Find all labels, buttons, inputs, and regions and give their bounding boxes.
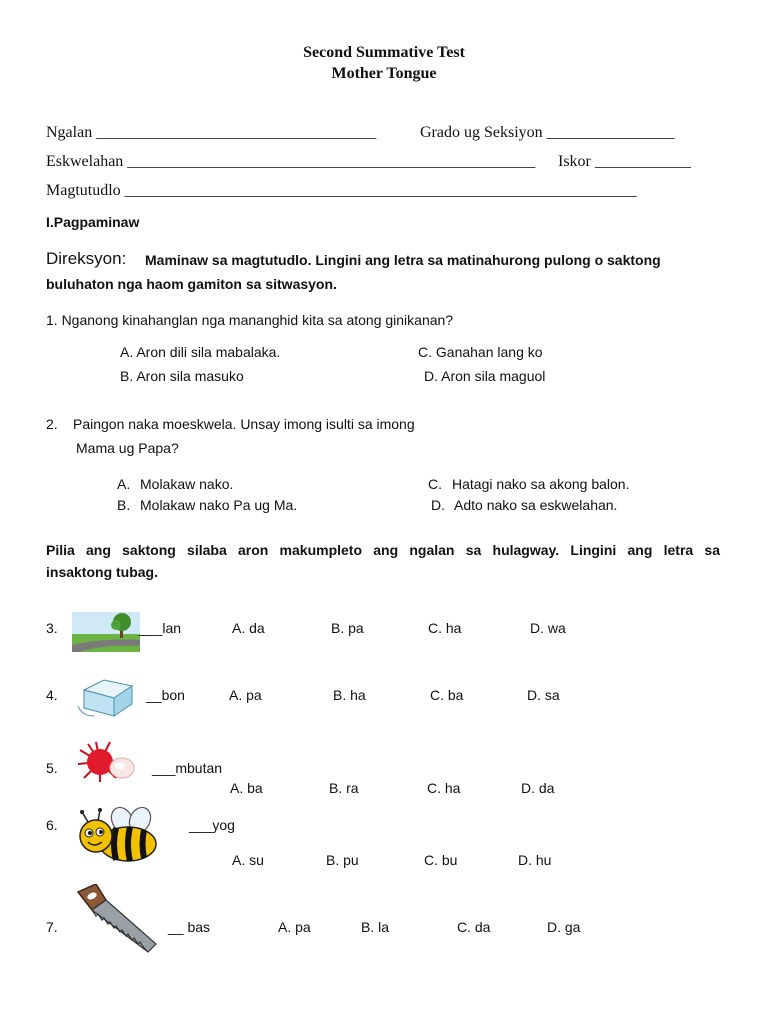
q2-option-c: Hatagi nako sa akong balon.	[452, 476, 630, 492]
q4-word: __bon	[146, 687, 185, 703]
ngalan-field: Ngalan ___________________________________	[46, 124, 377, 141]
q3-option-a: A. da	[232, 620, 265, 636]
q4-option-b: B. ha	[333, 687, 366, 703]
direksyon-label: Direksyon:	[46, 249, 127, 268]
q5-option-b: B. ra	[329, 780, 359, 796]
q2-question-2: Mama ug Papa?	[76, 440, 179, 456]
q6-option-b: B. pu	[326, 852, 359, 868]
q7-option-a: A. pa	[278, 919, 311, 935]
q4-number: 4.	[46, 687, 58, 703]
q7-option-d: D. ga	[547, 919, 581, 935]
q2-option-a: Molakaw nako.	[140, 476, 234, 492]
q2-number: 2.	[46, 416, 58, 432]
q3-option-d: D. wa	[530, 620, 566, 636]
q1-option-d: D. Aron sila maguol	[424, 368, 546, 384]
q7-number: 7.	[46, 919, 58, 935]
q1-option-b: B. Aron sila masuko	[120, 368, 244, 384]
q2-option-c-letter: C.	[428, 476, 442, 492]
direksyon-text-1: Maminaw sa magtutudlo. Lingini ang letra sa matinahurong pulong o saktong	[145, 252, 661, 268]
rambutan-picture	[76, 740, 146, 784]
ice-block-picture	[74, 676, 136, 720]
q3-number: 3.	[46, 620, 58, 636]
q7-word: __ bas	[168, 919, 211, 935]
road-landscape-picture	[72, 612, 140, 652]
q7-option-b: B. la	[361, 919, 390, 935]
q2-option-a-letter: A.	[117, 476, 131, 492]
iskor-field: Iskor ____________	[558, 153, 691, 170]
q2-option-b: Molakaw nako Pa ug Ma.	[140, 497, 298, 513]
q5-option-c: C. ha	[427, 780, 461, 796]
q1-question: 1. Nganong kinahanglan nga mananghid kita sa atong ginikanan?	[46, 312, 454, 328]
section2-instruction-2: insaktong tubag.	[46, 564, 158, 580]
test-subtitle: Mother Tongue	[331, 65, 437, 82]
q1-option-c: C. Ganahan lang ko	[418, 344, 543, 360]
q7-option-c: C. da	[457, 919, 491, 935]
saw-picture	[72, 884, 160, 954]
q2-option-b-letter: B.	[117, 497, 131, 513]
q4-option-c: C. ba	[430, 687, 464, 703]
q2-option-d-letter: D.	[431, 497, 445, 513]
section-title: I.Pagpaminaw	[46, 214, 140, 230]
q6-word: ___yog	[189, 817, 235, 833]
test-title: Second Summative Test	[303, 44, 465, 61]
q6-option-d: D. hu	[518, 852, 552, 868]
q6-option-a: A. su	[232, 852, 264, 868]
q2-option-d: Adto nako sa eskwelahan.	[454, 497, 618, 513]
q5-option-d: D. da	[521, 780, 555, 796]
bee-picture	[76, 806, 160, 866]
q4-option-a: A. pa	[229, 687, 262, 703]
section2-instruction-1: Pilia ang saktong silaba aron makumpleto ang ngalan sa hulagway. Lingini ang letra sa	[46, 542, 720, 558]
q5-word: ___mbutan	[152, 760, 223, 776]
q4-option-d: D. sa	[527, 687, 560, 703]
q5-option-a: A. ba	[230, 780, 263, 796]
eskwelahan-field: Eskwelahan ___________________________________________________	[46, 153, 536, 170]
q6-option-c: C. bu	[424, 852, 458, 868]
q6-number: 6.	[46, 817, 58, 833]
grado-field: Grado ug Seksiyon ________________	[420, 124, 675, 141]
q1-option-a: A. Aron dili sila mabalaka.	[120, 344, 281, 360]
q3-word: ___lan	[139, 620, 182, 636]
direksyon-text-2: buluhaton nga haom gamiton sa sitwasyon.	[46, 276, 337, 292]
q3-option-c: C. ha	[428, 620, 462, 636]
q5-number: 5.	[46, 760, 58, 776]
q2-question-1: Paingon naka moeskwela. Unsay imong isulti sa imong	[73, 416, 415, 432]
q3-option-b: B. pa	[331, 620, 364, 636]
magtutudlo-field: Magtutudlo ________________________________________________________________	[46, 182, 637, 199]
